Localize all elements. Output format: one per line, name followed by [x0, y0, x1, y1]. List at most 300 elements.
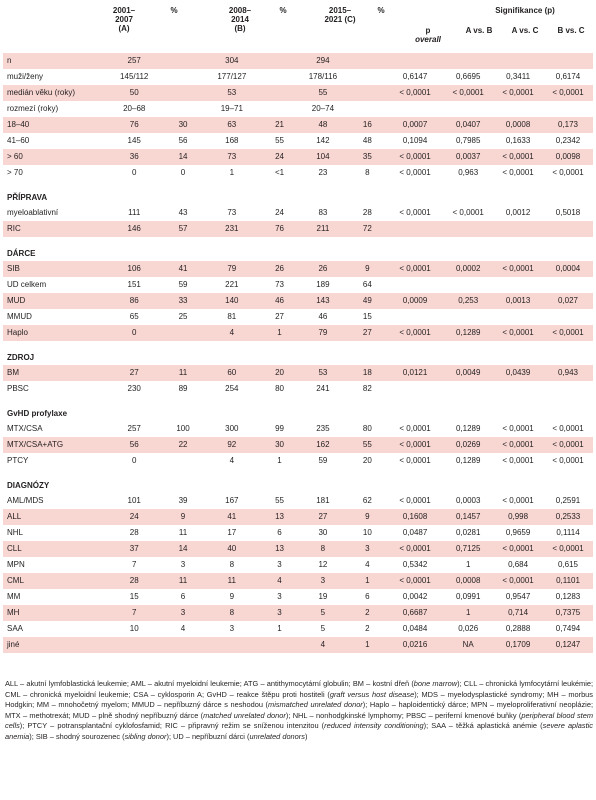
cell-cp: 9 [348, 509, 387, 525]
header-pct-c: % [377, 6, 385, 15]
row-label: MTX/CSA+ATG [3, 437, 105, 453]
spacer-cell [3, 341, 593, 351]
cell-cp: 16 [348, 117, 387, 133]
cell-ac: < 0,0001 [493, 573, 543, 589]
table-row [3, 557, 593, 573]
cell-bc [543, 101, 593, 117]
cell-p: 0,0216 [387, 637, 443, 653]
row-label: CML [3, 573, 105, 589]
header-period-c-line1: 2015– [328, 6, 352, 15]
cell-bc: 0,2591 [555, 496, 581, 505]
cell-b: 4 [229, 456, 235, 465]
cell-ab: 0,026 [458, 624, 479, 633]
cell-ap: 0 [180, 168, 186, 177]
cell-ac [493, 309, 543, 325]
data-table [3, 53, 593, 653]
cell-ap: 39 [178, 496, 188, 505]
row-label: jiné [3, 637, 105, 653]
cell-bp: 13 [261, 509, 298, 525]
cell-p: 0,1094 [402, 136, 428, 145]
spacer-cell [3, 397, 593, 407]
row-label: rozmezí (roky) [7, 104, 59, 113]
cell-bc [543, 309, 593, 325]
row-label: PTCY [7, 456, 29, 465]
cell-bp: 4 [261, 573, 298, 589]
cell-ap: 25 [178, 312, 188, 321]
cell-ab: 0,7125 [443, 541, 493, 557]
row-label: Haplo [3, 325, 105, 341]
cell-bc: 0,1114 [556, 528, 580, 537]
cell-bc: < 0,0001 [543, 541, 593, 557]
header-significance: Signifikance (p) [495, 6, 555, 15]
cell-b: 4 [203, 325, 262, 341]
section-heading-row [3, 247, 593, 261]
cell-b: 1 [229, 168, 235, 177]
cell-ab: 0,0037 [443, 149, 493, 165]
cell-ab: 0,1289 [455, 456, 481, 465]
footnote-segment: unrelated donors [249, 731, 305, 741]
cell-a: 37 [105, 541, 164, 557]
header-p-overall-line2: overall [415, 35, 441, 44]
header-a-vs-b: A vs. B [465, 26, 493, 35]
cell-ap: 3 [180, 560, 186, 569]
cell-ab: 0,1457 [443, 509, 493, 525]
cell-cp: 6 [365, 592, 370, 601]
cell-ap: 11 [164, 365, 203, 381]
table-row [3, 509, 593, 525]
cell-ap: 33 [164, 293, 203, 309]
table-spacer [3, 181, 593, 191]
cell-cp: 10 [362, 528, 372, 537]
table-row [3, 453, 593, 469]
cell-b: 221 [225, 280, 239, 289]
cell-b: 168 [225, 136, 239, 145]
cell-c: 79 [298, 325, 348, 341]
cell-cp: 1 [348, 637, 387, 653]
row-label: MUD [3, 293, 105, 309]
row-label: ALL [3, 509, 105, 525]
cell-ab: 0,0407 [443, 117, 493, 133]
footnote-segment: ); Haplo – haploidentický dárce; MPN – myeloproliferativní neoplázie; MTX – methotrexát; MUD – plně shodný nepříbuzný dárce ( [5, 700, 593, 720]
cell-ap: 56 [178, 136, 188, 145]
table-row [3, 277, 593, 293]
cell-p: 0,6147 [402, 72, 428, 81]
cell-bp: 24 [261, 149, 298, 165]
footnote-segment: graft versus host disease [329, 689, 415, 699]
table-row [3, 621, 593, 637]
cell-b: 300 [225, 424, 239, 433]
table-row [3, 325, 593, 341]
cell-b: 231 [203, 221, 262, 237]
footnote-segment: ); SAA – těžká aplastická anémie ( [423, 721, 543, 730]
cell-cp: 2 [365, 624, 370, 633]
cell-a: 28 [129, 528, 139, 537]
footnote-segment: ); NHL – nonhodgkinské lymphomy; PBSC – periferní kmenové buňky ( [285, 710, 522, 720]
cell-bc: < 0,0001 [543, 325, 593, 341]
table-row [3, 493, 593, 509]
table-row [3, 117, 593, 133]
table-row [3, 165, 593, 181]
cell-a: 145 [127, 136, 141, 145]
cell-a: 257 [127, 424, 141, 433]
cell-b: 60 [203, 365, 262, 381]
cell-ap [164, 101, 203, 117]
cell-ab [443, 101, 493, 117]
cell-a: 0 [131, 168, 137, 177]
cell-ac: < 0,0001 [502, 168, 534, 177]
section-heading-row [3, 407, 593, 421]
cell-ac: < 0,0001 [493, 541, 543, 557]
table-row [3, 381, 593, 397]
cell-b: 73 [227, 208, 237, 217]
table-row [3, 421, 593, 437]
cell-bp [261, 637, 298, 653]
cell-a: 0 [131, 456, 137, 465]
cell-a: 230 [127, 384, 141, 393]
cell-cp: 3 [348, 541, 387, 557]
cell-bc: < 0,0001 [552, 424, 584, 433]
cell-ab: 0,6695 [455, 72, 481, 81]
footnote-segment: ALL – akutní lymfoblastická leukemie; AML – akutní myeloidní leukemie; ATG – antithymocytární globulin; BM – kostní dřeň ( [5, 679, 414, 688]
cell-b: 41 [203, 509, 262, 525]
cell-p: < 0,0001 [387, 261, 443, 277]
cell-ac: < 0,0001 [502, 496, 534, 505]
cell-bc: 0,1283 [555, 592, 581, 601]
spacer-cell [3, 181, 593, 191]
cell-p: < 0,0001 [387, 325, 443, 341]
cell-ac: 0,9547 [505, 592, 531, 601]
cell-p: < 0,0001 [399, 496, 431, 505]
cell-c: 30 [318, 528, 328, 537]
cell-cp [348, 101, 387, 117]
cell-c: 3 [298, 573, 348, 589]
cell-a: 24 [105, 509, 164, 525]
table-row [3, 221, 593, 237]
footnote-segment: ); UD – nepříbuzní dárci ( [166, 731, 250, 741]
cell-b: 17 [227, 528, 237, 537]
cell-a: 7 [105, 605, 164, 621]
cell-a: 257 [105, 53, 164, 69]
cell-bp: 3 [277, 560, 282, 569]
cell-c: 59 [318, 456, 328, 465]
header-period-c-line2: 2021 (C) [324, 15, 356, 24]
cell-ap: 100 [176, 424, 190, 433]
row-label: SIB [3, 261, 105, 277]
cell-c: 241 [316, 384, 330, 393]
cell-p: 0,0009 [387, 293, 443, 309]
table-row [3, 637, 593, 653]
cell-cp [348, 69, 387, 85]
table-spacer [3, 397, 593, 407]
cell-a: 15 [129, 592, 139, 601]
cell-a: 101 [127, 496, 141, 505]
cell-ap [164, 85, 203, 101]
cell-cp: 35 [348, 149, 387, 165]
cell-bc: < 0,0001 [543, 437, 593, 453]
footnote-segment: sibling donor [124, 731, 167, 741]
cell-ac: 0,714 [493, 605, 543, 621]
cell-c: 48 [298, 117, 348, 133]
table-row [3, 293, 593, 309]
table-row [3, 605, 593, 621]
cell-bp: 27 [275, 312, 284, 321]
cell-bp: 1 [261, 325, 298, 341]
cell-p: 0,0007 [387, 117, 443, 133]
cell-cp: 4 [365, 560, 370, 569]
cell-b: 167 [225, 496, 239, 505]
cell-b: 63 [203, 117, 262, 133]
section-heading-row [3, 479, 593, 493]
cell-b: 254 [225, 384, 239, 393]
cell-p [387, 53, 443, 69]
cell-ap: 57 [164, 221, 203, 237]
cell-ab [443, 381, 493, 397]
cell-c: 12 [318, 560, 328, 569]
cell-c: 178/116 [308, 72, 338, 81]
row-label: 18–40 [3, 117, 105, 133]
section-heading-row [3, 191, 593, 205]
section-heading: DÁRCE [7, 249, 36, 258]
cell-bp: 55 [275, 496, 284, 505]
cell-ab: 0,0049 [443, 365, 493, 381]
cell-ab: 0,253 [443, 293, 493, 309]
header-period-a-line2: 2007 [115, 15, 133, 24]
cell-bp: 99 [275, 424, 284, 433]
table-row [3, 69, 593, 85]
cell-cp: 82 [362, 384, 372, 393]
cell-c: 19 [318, 592, 328, 601]
cell-b: 8 [229, 560, 235, 569]
row-label: muži/ženy [7, 72, 44, 81]
cell-cp: 18 [348, 365, 387, 381]
table-row [3, 541, 593, 557]
cell-bc [543, 381, 593, 397]
cell-a: 86 [105, 293, 164, 309]
cell-ac [493, 221, 543, 237]
table-row [3, 589, 593, 605]
footnote-segment: ); PTCY – potransplantační cyklofosfamid; RIC – připravný režim se sníženou intenzitou ( [19, 721, 325, 730]
cell-ac [493, 277, 543, 293]
table-header [0, 6, 596, 50]
row-label: SAA [7, 624, 24, 633]
cell-bc [543, 277, 593, 293]
cell-ac: < 0,0001 [493, 437, 543, 453]
cell-c: 46 [318, 312, 328, 321]
cell-ac: 0,0012 [505, 208, 531, 217]
cell-c: 162 [298, 437, 348, 453]
cell-p: < 0,0001 [399, 424, 431, 433]
row-label: CLL [3, 541, 105, 557]
footnote-segment: peripheral blood stem cells [5, 710, 594, 730]
row-label: MTX/CSA [7, 424, 43, 433]
cell-b: 9 [229, 592, 235, 601]
cell-bp [261, 69, 298, 85]
row-label: medián věku (roky) [3, 85, 105, 101]
cell-cp [348, 85, 387, 101]
cell-p: < 0,0001 [387, 573, 443, 589]
cell-b: 11 [203, 573, 262, 589]
cell-c: 8 [298, 541, 348, 557]
cell-ac: 0,1633 [505, 136, 531, 145]
row-label: MPN [7, 560, 25, 569]
header-pct-a: % [170, 6, 178, 15]
cell-c: 294 [298, 53, 348, 69]
cell-b: 304 [203, 53, 262, 69]
cell-bp: 24 [275, 208, 284, 217]
cell-ap: 30 [164, 117, 203, 133]
table-row [3, 525, 593, 541]
cell-ac: 0,0013 [493, 293, 543, 309]
section-heading: DIAGNÓZY [7, 481, 50, 490]
cell-bc: 0,2342 [555, 136, 581, 145]
cell-c: 211 [298, 221, 348, 237]
cell-bp: 3 [277, 592, 282, 601]
cell-c: 4 [298, 637, 348, 653]
cell-p: < 0,0001 [387, 85, 443, 101]
cell-a: 36 [105, 149, 164, 165]
cell-a: 7 [131, 560, 137, 569]
cell-ac: < 0,0001 [493, 261, 543, 277]
cell-p: < 0,0001 [387, 541, 443, 557]
footnote-segment: mismatched unrelated donor [268, 700, 363, 709]
footnote-segment: matched unrelated donor [203, 710, 286, 720]
header-period-a [96, 6, 152, 33]
footnote-segment: ); SIB – shodný sourozenec ( [29, 731, 125, 741]
cell-p: < 0,0001 [399, 456, 431, 465]
cell-ab: 1 [443, 605, 493, 621]
cell-p: 0,6687 [387, 605, 443, 621]
header-period-b-line1: 2008– [228, 6, 252, 15]
table-spacer [3, 469, 593, 479]
table-footnote [5, 679, 593, 742]
cell-p: 0,0487 [402, 528, 428, 537]
cell-ap: 11 [178, 528, 188, 537]
cell-bc: 0,2533 [543, 509, 593, 525]
cell-ab: < 0,0001 [443, 85, 493, 101]
cell-c: 23 [318, 168, 328, 177]
cell-p [387, 309, 443, 325]
cell-c: 189 [316, 280, 330, 289]
cell-b: 3 [229, 624, 235, 633]
cell-cp: 2 [348, 605, 387, 621]
header-period-a-line1: 2001– [112, 6, 136, 15]
cell-ap: 22 [164, 437, 203, 453]
row-label: MMUD [7, 312, 32, 321]
table-row [3, 205, 593, 221]
footnote-segment: bone marrow [413, 679, 458, 688]
row-label: RIC [3, 221, 105, 237]
cell-p: < 0,0001 [387, 149, 443, 165]
row-label: myeloablativní [7, 208, 59, 217]
cell-c: 83 [318, 208, 328, 217]
cell-ap: 9 [164, 509, 203, 525]
header-p-overall [398, 26, 458, 44]
cell-cp: 20 [362, 456, 372, 465]
cell-ac [493, 53, 543, 69]
cell-ab: 0,0281 [455, 528, 481, 537]
cell-ab: < 0,0001 [452, 208, 484, 217]
cell-c: 235 [316, 424, 330, 433]
row-label: > 70 [7, 168, 23, 177]
cell-ab [443, 53, 493, 69]
row-label: PBSC [7, 384, 29, 393]
cell-cp: 27 [348, 325, 387, 341]
cell-ac: 0,684 [508, 560, 529, 569]
cell-c: 53 [298, 365, 348, 381]
cell-a: 28 [105, 573, 164, 589]
cell-bp: 6 [277, 528, 282, 537]
cell-a: 146 [105, 221, 164, 237]
cell-a: 56 [105, 437, 164, 453]
cell-bp: 20 [261, 365, 298, 381]
cell-c: 104 [298, 149, 348, 165]
cell-cp: 1 [348, 573, 387, 589]
cell-ac: 0,1709 [493, 637, 543, 653]
cell-ab [443, 309, 493, 325]
spacer-cell [3, 237, 593, 247]
cell-cp: 80 [362, 424, 372, 433]
cell-cp: 49 [348, 293, 387, 309]
cell-ab: 0,1289 [455, 424, 481, 433]
cell-b: 92 [203, 437, 262, 453]
cell-ac: 0,2888 [505, 624, 531, 633]
cell-c: 142 [316, 136, 330, 145]
cell-c: 55 [298, 85, 348, 101]
cell-ap: 11 [164, 573, 203, 589]
cell-ap: 43 [178, 208, 188, 217]
cell-b: 53 [203, 85, 262, 101]
cell-p [387, 101, 443, 117]
section-heading: GvHD profylaxe [7, 409, 68, 418]
cell-b [203, 637, 262, 653]
cell-ab: 0,0991 [455, 592, 481, 601]
row-label: n [3, 53, 105, 69]
cell-bp [261, 101, 298, 117]
row-label: 41–60 [7, 136, 30, 145]
cell-b: 177/127 [217, 72, 247, 81]
cell-ab: 0,0003 [455, 496, 481, 505]
cell-bp: <1 [274, 168, 285, 177]
cell-cp: 62 [362, 496, 372, 505]
header-period-b-line2: 2014 [231, 15, 249, 24]
cell-ap: 41 [164, 261, 203, 277]
cell-ap: 59 [178, 280, 188, 289]
cell-p: 0,0042 [402, 592, 428, 601]
cell-bp: 1 [277, 456, 282, 465]
cell-bp: 13 [261, 541, 298, 557]
cell-ab: 0,0008 [443, 573, 493, 589]
header-period-b [212, 6, 268, 33]
cell-b: 73 [203, 149, 262, 165]
cell-bc: 0,7375 [543, 605, 593, 621]
header-period-b-line3: (B) [234, 24, 246, 33]
cell-p [387, 277, 443, 293]
cell-cp: 8 [365, 168, 370, 177]
cell-ap [164, 325, 203, 341]
cell-bc: 0,615 [557, 560, 579, 569]
table-row [3, 573, 593, 589]
cell-cp: 48 [362, 136, 372, 145]
cell-bc: 0,1101 [543, 573, 593, 589]
table-row [3, 149, 593, 165]
section-heading: ZDROJ [7, 353, 35, 362]
cell-bc: 0,0098 [543, 149, 593, 165]
cell-p: 0,0484 [402, 624, 428, 633]
cell-ac [493, 381, 543, 397]
cell-a: 111 [128, 208, 141, 217]
cell-c: 26 [298, 261, 348, 277]
cell-ac: 0,998 [493, 509, 543, 525]
